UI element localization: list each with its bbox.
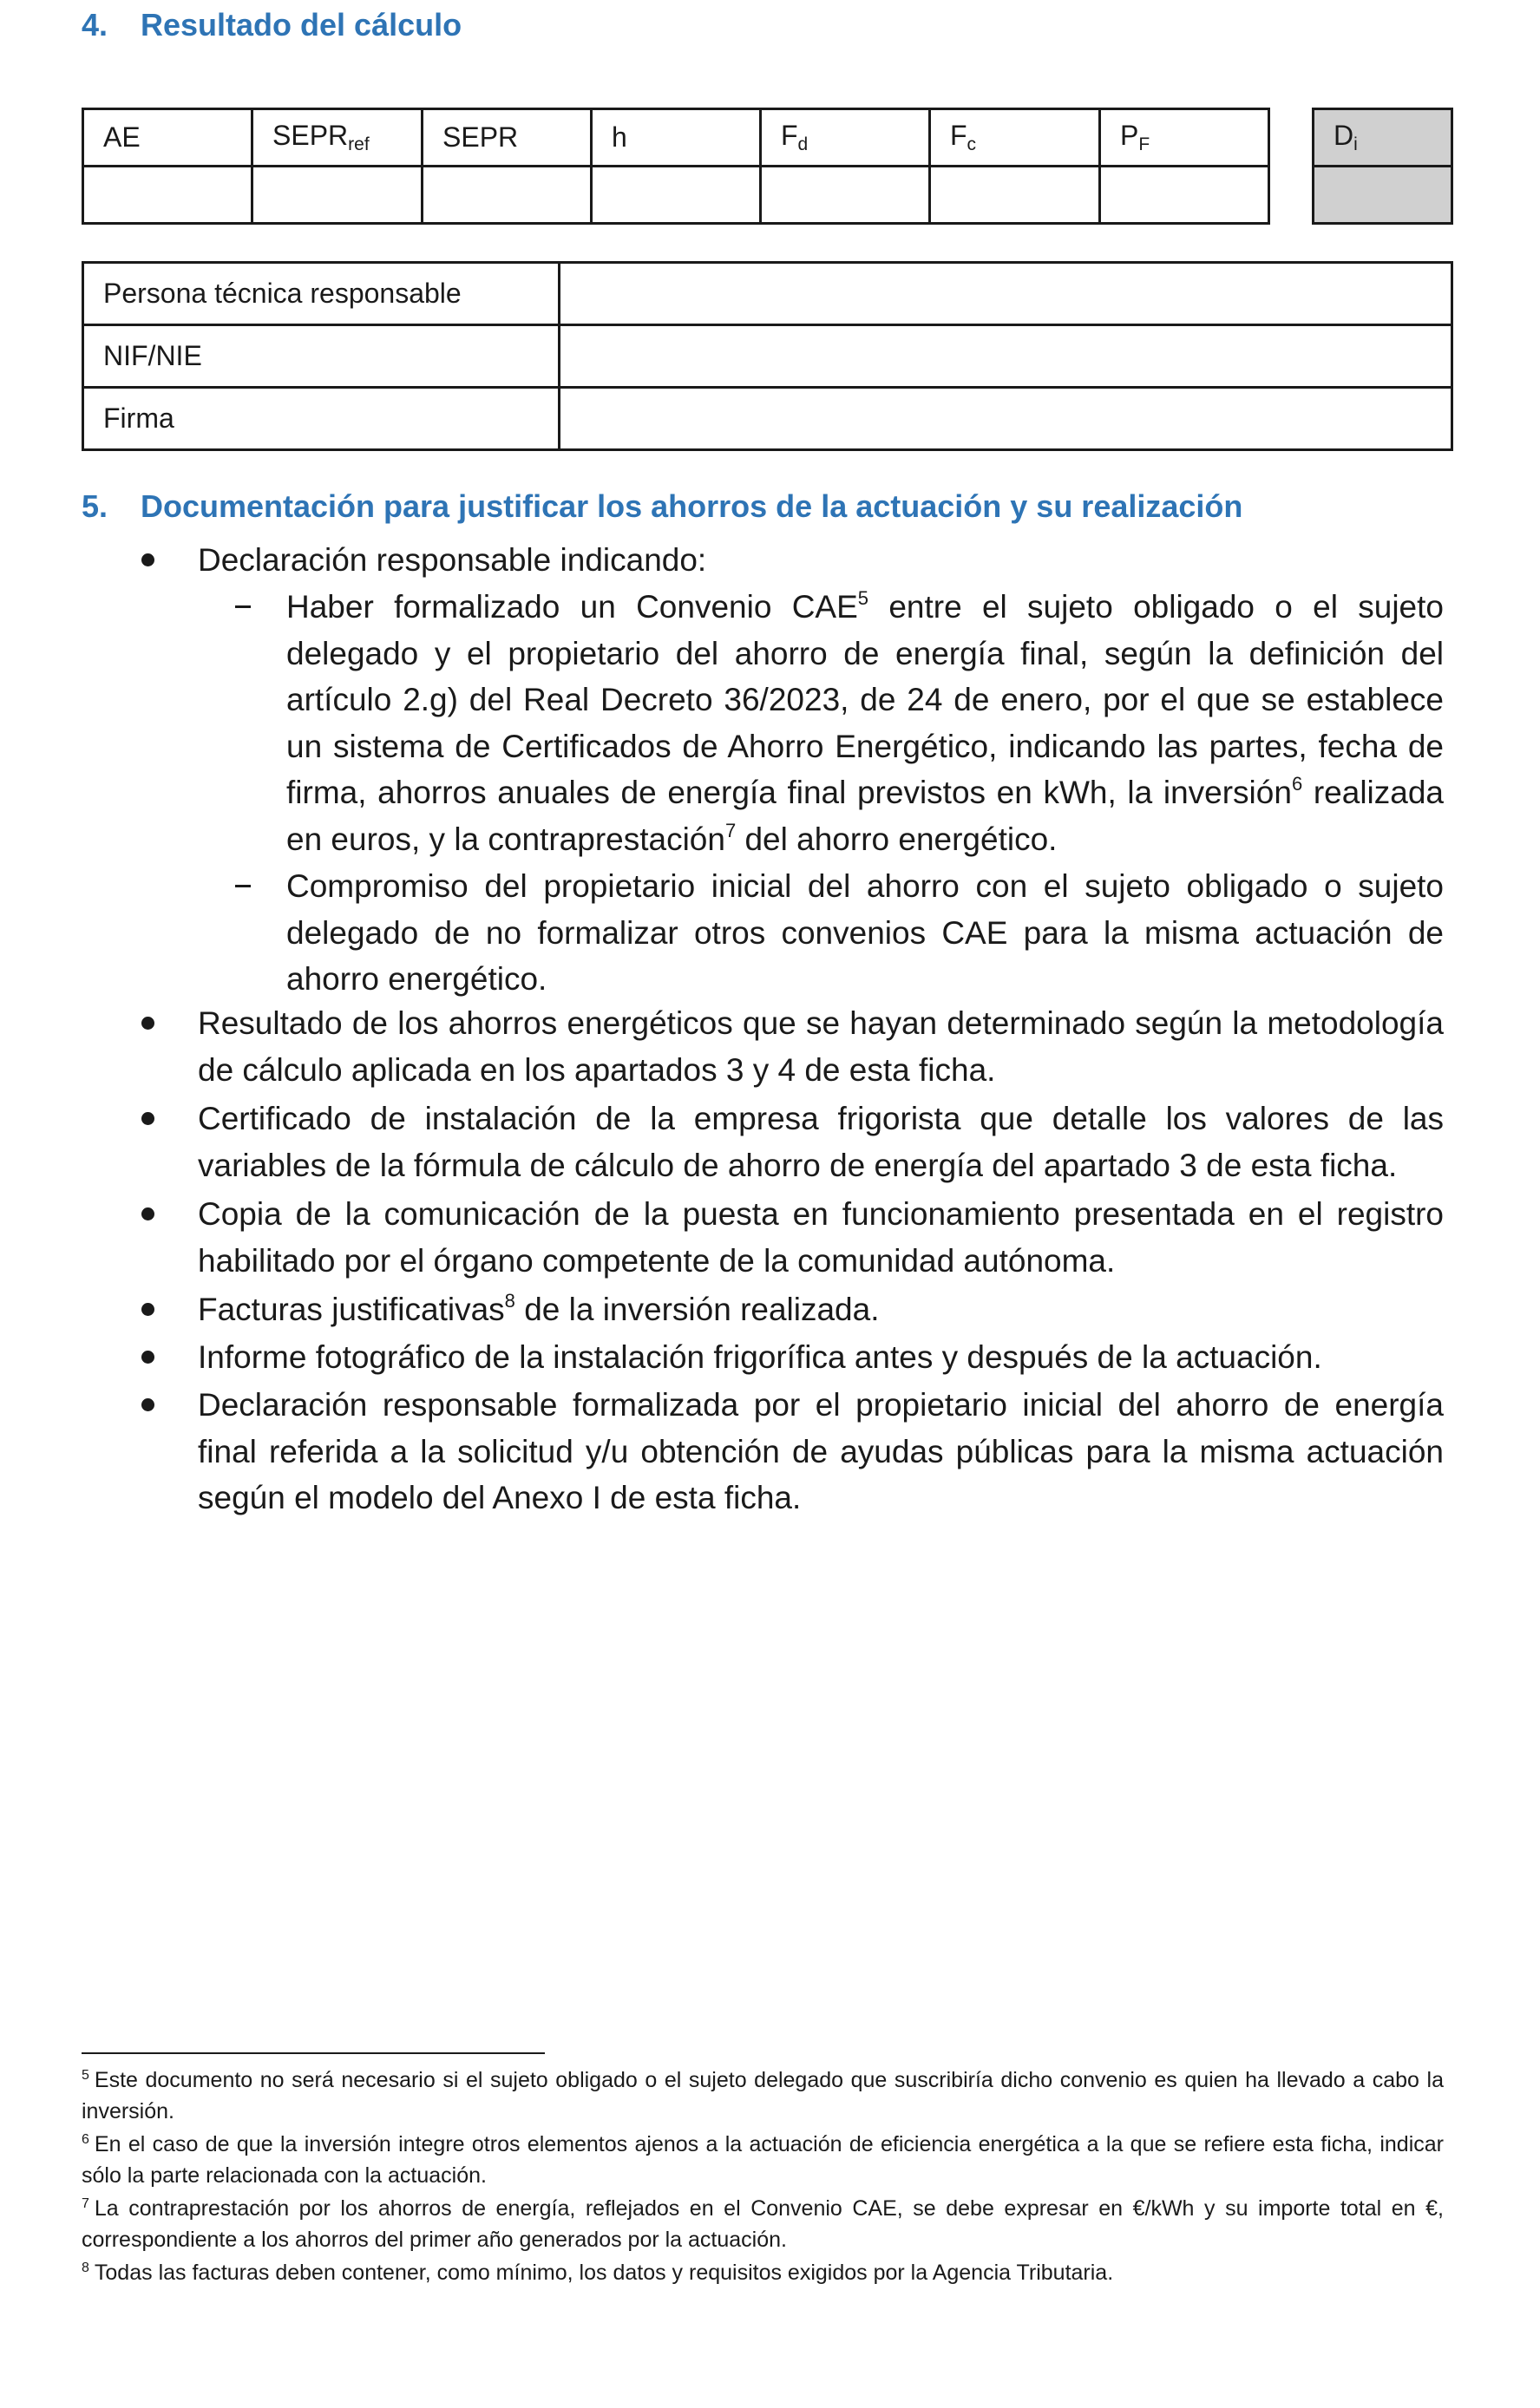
list-item: Declaración responsable formalizada por el propietario inicial del ahorro de energía final referida a la solicitud y/u obtención de ayudas públicas para la misma actuación según el modelo del Anexo I de esta ficha. [198,1387,1444,1515]
sub-list-item: Haber formalizado un Convenio CAE$^5$ entre el sujeto obligado o el sujeto delegado y el propietario del ahorro de energía final, según la definición del artículo 2.g) del Real Decreto 36/2023, de 24 de enero, por el que se establece un sistema de Certificados de Ahorro Energético, indicando las partes, fecha de firma, ahorros anuales de energía final previstos en kWh, la inversión$^6$ realizada en euros, y la contraprestación$^7$ del ahorro energético. [286,587,1444,857]
label-technician: Persona técnica responsable [83,263,560,325]
field-signature[interactable] [560,388,1452,450]
signature-table [82,261,1453,451]
footnote: $^7$ La contraprestación por los ahorros de energía, reflejados en el Convenio CAE, se debe expresar en €/kWh y su importe total en €, correspondiente a los ahorros del primer año generados por la actuación. [82,2196,1444,2252]
footnote: $^5$ Este documento no será necesario si el sujeto obligado o el sujeto delegado que suscribiría dicho convenio es quien ha llevado a cabo la inversión. [82,2068,1444,2123]
list-item: Informe fotográfico de la instalación frigorífica antes y después de la actuación. [198,1339,1322,1375]
calc-value-row [83,167,1452,224]
value-h[interactable] [592,167,761,224]
list-item: Copia de la comunicación de la puesta en funcionamiento presentada en el registro habilitado por el órgano competente de la comunidad autónoma. [198,1196,1444,1279]
header-ae: AE [83,109,252,167]
bullet-icon [141,1112,154,1125]
header-pf: $P_F$ [1100,109,1269,167]
dash-icon [235,605,251,608]
list-item: Resultado de los ahorros energéticos que se hayan determinado según la metodología de cálculo aplicada en los apartados 3 y 4 de esta ficha. [198,1005,1444,1088]
sign-row [83,388,1452,450]
bullet-icon [141,1017,154,1030]
header-sepr: SEPR [423,109,592,167]
value-sepr[interactable] [423,167,592,224]
calc-header-row [83,109,1452,167]
table-gap [1269,109,1314,167]
bullet-icon [141,1303,154,1316]
dash-icon [235,885,251,887]
table-gap [1269,167,1314,224]
footnote-ref: 7 [724,819,737,841]
field-technician[interactable] [560,263,1452,325]
bullet-icon [141,553,154,566]
header-fc: $F_c$ [930,109,1100,167]
calculation-table [82,108,1453,225]
header-di: $D_i$ [1314,109,1452,167]
section-title: Documentación para justificar los ahorros de la actuación y su realización [141,488,1243,524]
list-item: Certificado de instalación de la empresa frigorista que detalle los valores de las variables de la fórmula de cálculo de ahorro de energía del apartado 3 de esta ficha. [198,1101,1444,1183]
value-di[interactable] [1314,167,1452,224]
bullet-icon [141,1398,154,1411]
field-nif[interactable] [560,325,1452,388]
section-5-heading [82,488,1242,525]
section-number: 5. [82,488,108,524]
label-signature: Firma [83,388,560,450]
footnote-ref: 8 [504,1290,515,1312]
sub-list-item: Compromiso del propietario inicial del ahorro con el sujeto obligado o sujeto delegado de no formalizar otros convenios CAE para la misma actuación de ahorro energético. [286,868,1444,997]
header-h: h [592,109,761,167]
section-4-heading [82,7,462,43]
sign-row [83,325,1452,388]
value-fc[interactable] [930,167,1100,224]
sign-row [83,263,1452,325]
list-item: Facturas justificativas$^8$ de la inversión realizada. [198,1290,880,1327]
label-nif: NIF/NIE [83,325,560,388]
bullet-icon [141,1207,154,1220]
footnote-ref: 6 [1291,773,1303,795]
footnote: $^8$ Todas las facturas deben contener, como mínimo, los datos y requisitos exigidos por la Agencia Tributaria. [82,2261,1114,2285]
value-ae[interactable] [83,167,252,224]
value-sepr-ref[interactable] [252,167,423,224]
header-fd: $F_d$ [761,109,930,167]
value-fd[interactable] [761,167,930,224]
section-title: Resultado del cálculo [141,7,462,43]
footnote-ref: 5 [857,587,869,609]
bullet-icon [141,1351,154,1364]
section-number: 4. [82,7,108,43]
value-pf[interactable] [1100,167,1269,224]
footnote: $^6$ En el caso de que la inversión integre otros elementos ajenos a la actuación de eficiencia energética a la que se refiere esta ficha, indicar sólo la parte relacionada con la actuación. [82,2132,1444,2188]
list-item: Declaración responsable indicando: [198,542,707,578]
footnote-divider [82,2052,545,2054]
header-sepr-ref: $SEPR_{ref}$ [252,109,423,167]
